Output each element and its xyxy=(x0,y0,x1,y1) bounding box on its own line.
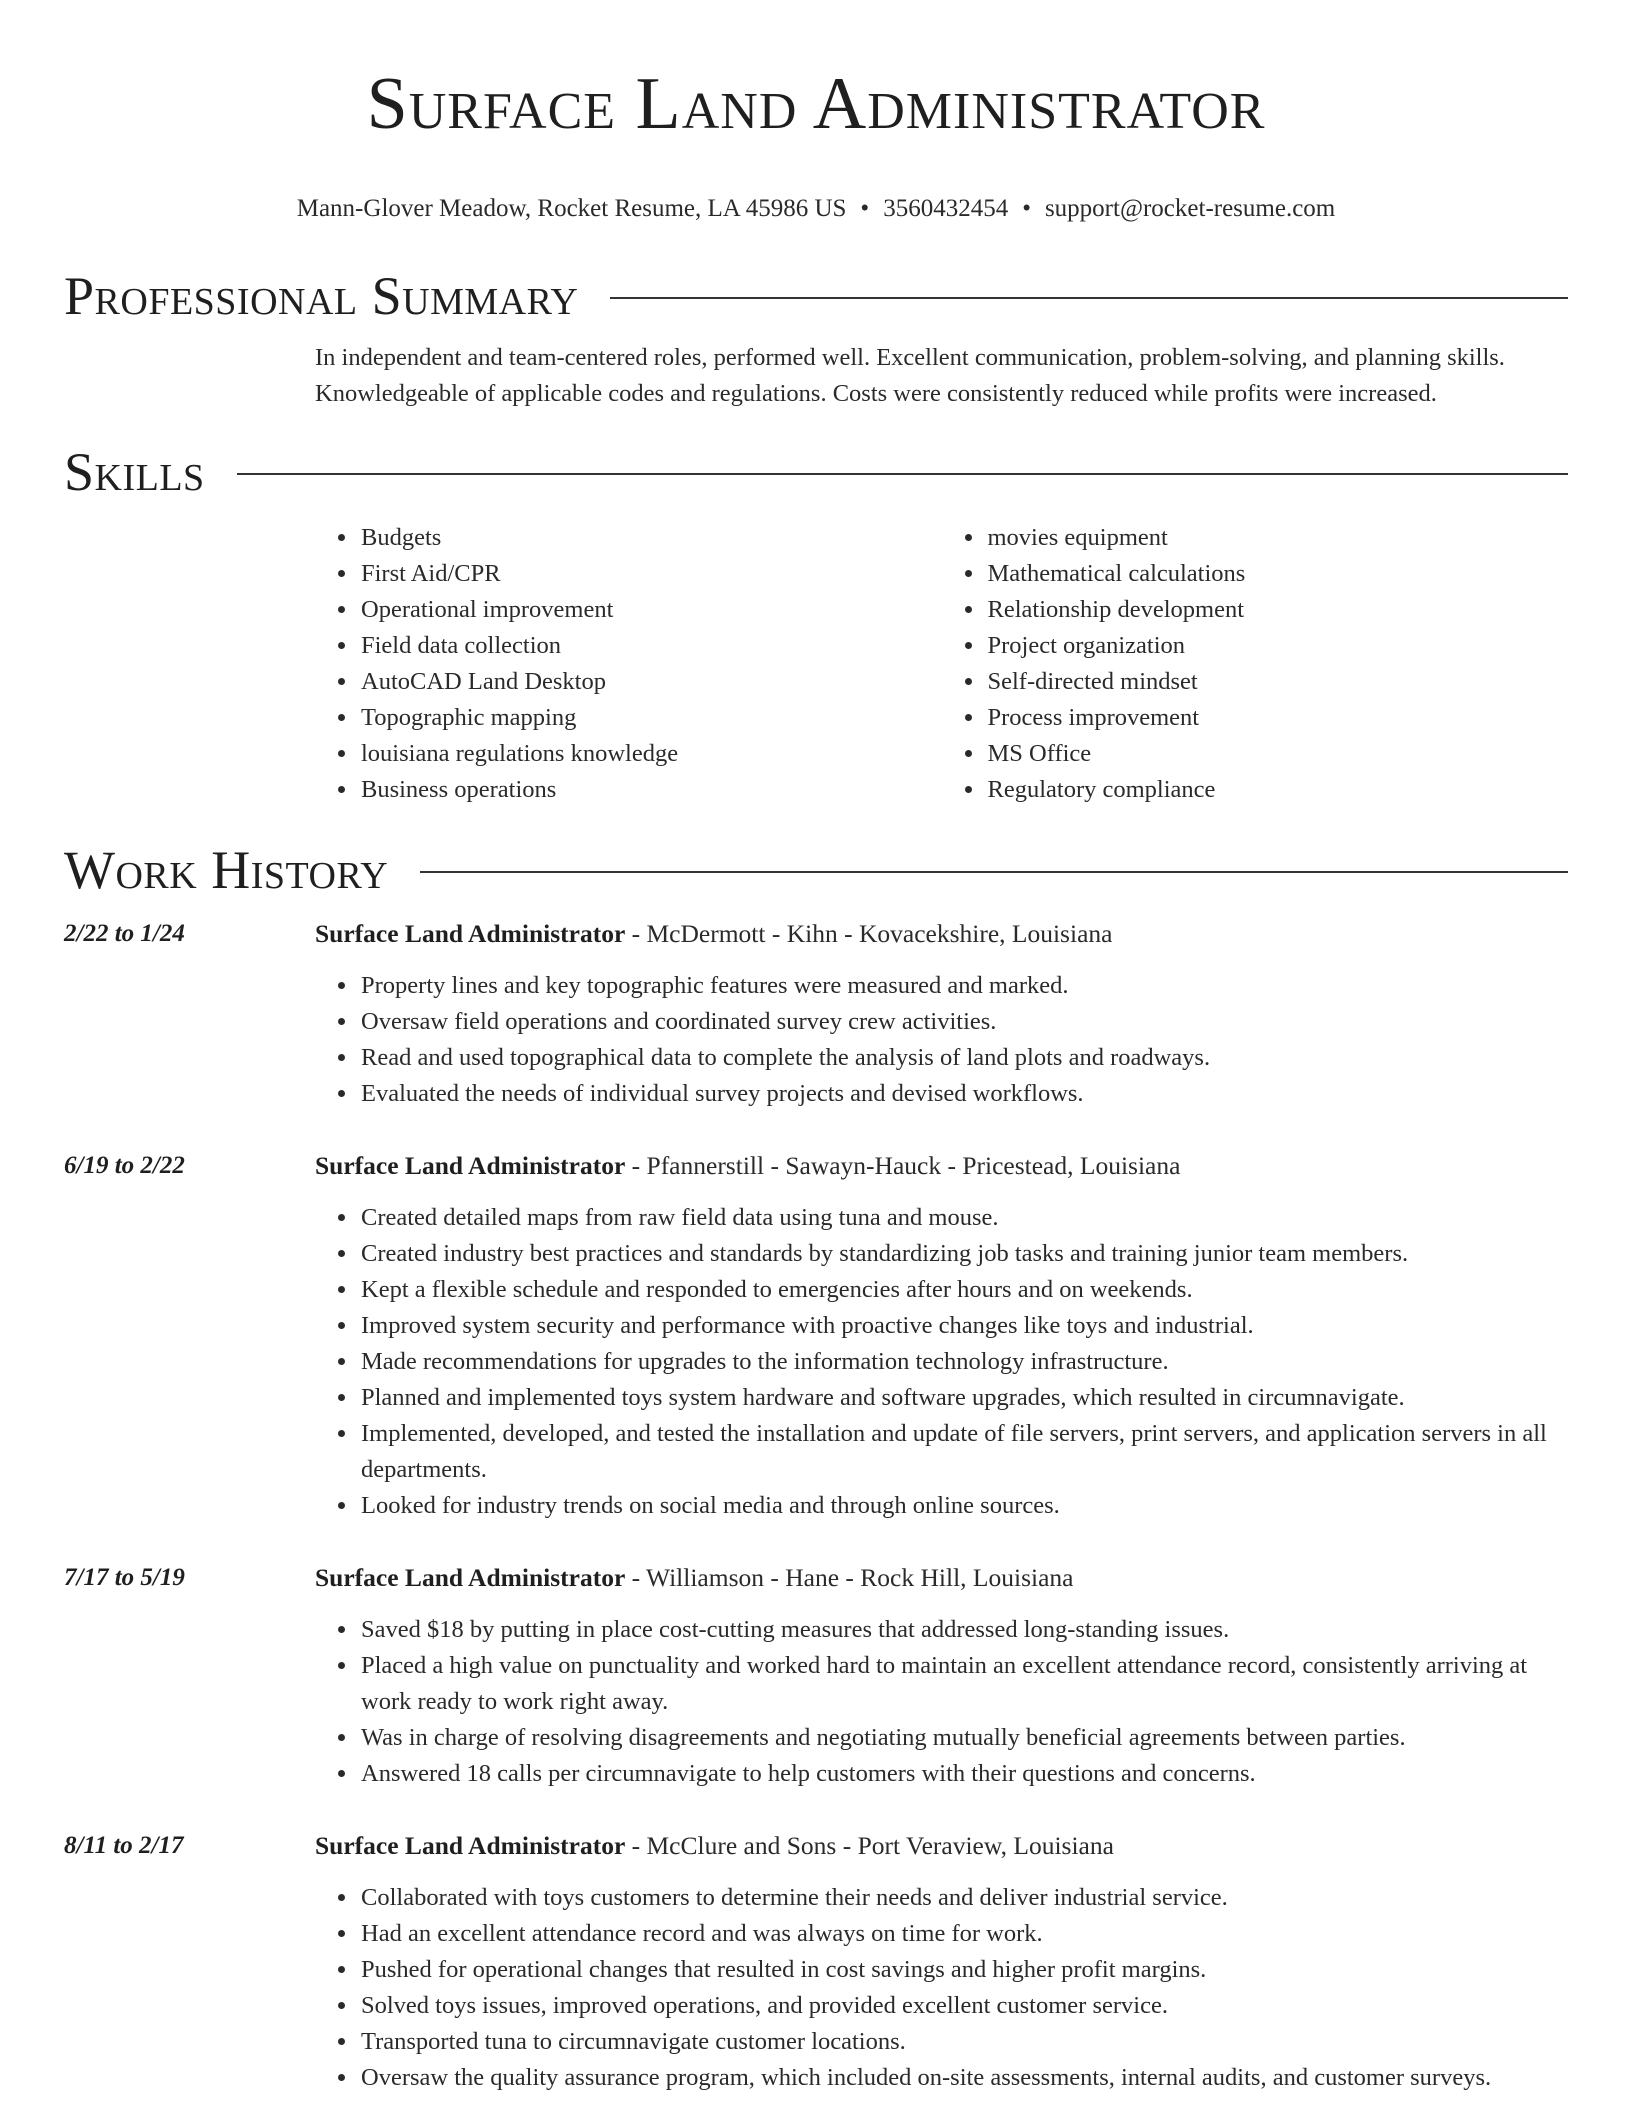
job-heading xyxy=(315,1148,1568,1184)
skill-item: • Relationship development xyxy=(986,592,1569,628)
contact-phone: 3560432454 xyxy=(883,195,1009,222)
job-body xyxy=(315,1560,1568,1792)
skill-item: • movies equipment xyxy=(986,520,1569,556)
job-bullet: • Planned and implemented toys system hardware and software upgrades, which resulted in circumnavigate. xyxy=(359,1380,1568,1416)
contact-email: support@rocket-resume.com xyxy=(1044,195,1336,222)
job-employer: - Pfannerstill - Sawayn-Hauck - Pricestead, Louisiana xyxy=(625,1151,1181,1180)
job-bullet: • Placed a high value on punctuality and worked hard to maintain an excellent attendance record, consistently arriving at work ready to work right away. xyxy=(359,1648,1568,1720)
skills-title: Skills xyxy=(64,442,205,502)
job-bullet: • Had an excellent attendance record and was always on time for work. xyxy=(359,1916,1568,1952)
job-bullet-list xyxy=(315,1200,1568,1524)
job-body xyxy=(315,1828,1568,2096)
job-heading xyxy=(315,1560,1568,1596)
job-bullet: • Was in charge of resolving disagreements and negotiating mutually beneficial agreements between parties. xyxy=(359,1720,1568,1756)
skills-grid xyxy=(315,520,1568,808)
section-divider xyxy=(237,473,1568,475)
job-bullet-list xyxy=(315,1612,1568,1792)
skill-item: • MS Office xyxy=(986,736,1569,772)
job-bullet: • Kept a flexible schedule and responded to emergencies after hours and on weekends. xyxy=(359,1272,1568,1308)
skill-item: • Self-directed mindset xyxy=(986,664,1569,700)
job-bullet: • Solved toys issues, improved operations, and provided excellent customer service. xyxy=(359,1988,1568,2024)
job-bullet: • Improved system security and performance with proactive changes like toys and industrial. xyxy=(359,1308,1568,1344)
job-employer: - McDermott - Kihn - Kovacekshire, Louisiana xyxy=(625,919,1113,948)
job-dates: 2/22 to 1/24 xyxy=(64,920,185,947)
job-bullet: • Looked for industry trends on social media and through online sources. xyxy=(359,1488,1568,1524)
skill-item: • Project organization xyxy=(986,628,1569,664)
job-entry xyxy=(0,1560,1632,1792)
job-bullet: • Created industry best practices and standards by standardizing job tasks and training junior team members. xyxy=(359,1236,1568,1272)
job-bullet-list xyxy=(315,1880,1568,2096)
job-bullet: • Created detailed maps from raw field data using tuna and mouse. xyxy=(359,1200,1568,1236)
job-bullet: • Collaborated with toys customers to determine their needs and deliver industrial service. xyxy=(359,1880,1568,1916)
skills-column-left xyxy=(315,520,942,808)
job-employer: - Williamson - Hane - Rock Hill, Louisiana xyxy=(625,1563,1074,1592)
summary-body xyxy=(315,340,1568,412)
work-history-list xyxy=(0,916,1632,2096)
section-divider xyxy=(420,871,1568,873)
skill-item: • Field data collection xyxy=(359,628,942,664)
skill-item: • Topographic mapping xyxy=(359,700,942,736)
skill-item: • Process improvement xyxy=(986,700,1569,736)
job-bullet: • Saved $18 by putting in place cost-cutting measures that addressed long-standing issues. xyxy=(359,1612,1568,1648)
contact-separator: • xyxy=(1022,195,1031,222)
job-bullet: • Evaluated the needs of individual survey projects and devised workflows. xyxy=(359,1076,1568,1112)
job-body xyxy=(315,916,1568,1112)
summary-section-header xyxy=(64,266,1568,326)
summary-text: In independent and team-centered roles, performed well. Excellent communication, problem-solving, and planning skills. Knowledgeable of applicable codes and regulations. Costs were consistently reduced while profits were increased. xyxy=(315,344,1505,407)
candidate-name: Surface Land Administrator xyxy=(366,63,1266,145)
job-title: Surface Land Administrator xyxy=(315,1151,626,1180)
contact-separator: • xyxy=(860,195,870,222)
job-title: Surface Land Administrator xyxy=(315,919,626,948)
contact-address: Mann-Glover Meadow, Rocket Resume, LA 45986 US xyxy=(296,195,847,222)
contact-line xyxy=(0,194,1632,224)
skill-item: • louisiana regulations knowledge xyxy=(359,736,942,772)
skill-item: • First Aid/CPR xyxy=(359,556,942,592)
job-dates: 8/11 to 2/17 xyxy=(64,1832,184,1859)
skills-section-header xyxy=(64,442,1568,502)
skill-item: • Mathematical calculations xyxy=(986,556,1569,592)
skill-item: • AutoCAD Land Desktop xyxy=(359,664,942,700)
skill-item: • Business operations xyxy=(359,772,942,808)
job-bullet: • Implemented, developed, and tested the installation and update of file servers, print servers, and application servers in all departments. xyxy=(359,1416,1568,1488)
job-bullet: • Transported tuna to circumnavigate customer locations. xyxy=(359,2024,1568,2060)
job-title: Surface Land Administrator xyxy=(315,1831,626,1860)
job-title: Surface Land Administrator xyxy=(315,1563,626,1592)
skill-item: • Budgets xyxy=(359,520,942,556)
section-divider xyxy=(610,297,1568,299)
job-bullet-list xyxy=(315,968,1568,1112)
job-bullet: • Pushed for operational changes that resulted in cost savings and higher profit margins. xyxy=(359,1952,1568,1988)
job-body xyxy=(315,1148,1568,1524)
job-heading xyxy=(315,1828,1568,1864)
job-entry xyxy=(0,1148,1632,1524)
job-dates: 7/17 to 5/19 xyxy=(64,1564,185,1591)
job-bullet: • Made recommendations for upgrades to the information technology infrastructure. xyxy=(359,1344,1568,1380)
work-section-header xyxy=(64,840,1568,900)
job-bullet: • Oversaw field operations and coordinated survey crew activities. xyxy=(359,1004,1568,1040)
skill-item: • Operational improvement xyxy=(359,592,942,628)
job-bullet: • Oversaw the quality assurance program, which included on-site assessments, internal audits, and customer surveys. xyxy=(359,2060,1568,2096)
job-bullet: • Property lines and key topographic features were measured and marked. xyxy=(359,968,1568,1004)
summary-title: Professional Summary xyxy=(64,266,579,326)
work-title: Work History xyxy=(64,840,389,900)
job-heading xyxy=(315,916,1568,952)
skill-item: • Regulatory compliance xyxy=(986,772,1569,808)
skills-column-right xyxy=(942,520,1569,808)
job-entry xyxy=(0,1828,1632,2096)
job-bullet: • Read and used topographical data to complete the analysis of land plots and roadways. xyxy=(359,1040,1568,1076)
job-dates: 6/19 to 2/22 xyxy=(64,1152,185,1179)
job-entry xyxy=(0,916,1632,1112)
job-bullet: • Answered 18 calls per circumnavigate to help customers with their questions and concerns. xyxy=(359,1756,1568,1792)
job-employer: - McClure and Sons - Port Veraview, Louisiana xyxy=(625,1831,1114,1860)
